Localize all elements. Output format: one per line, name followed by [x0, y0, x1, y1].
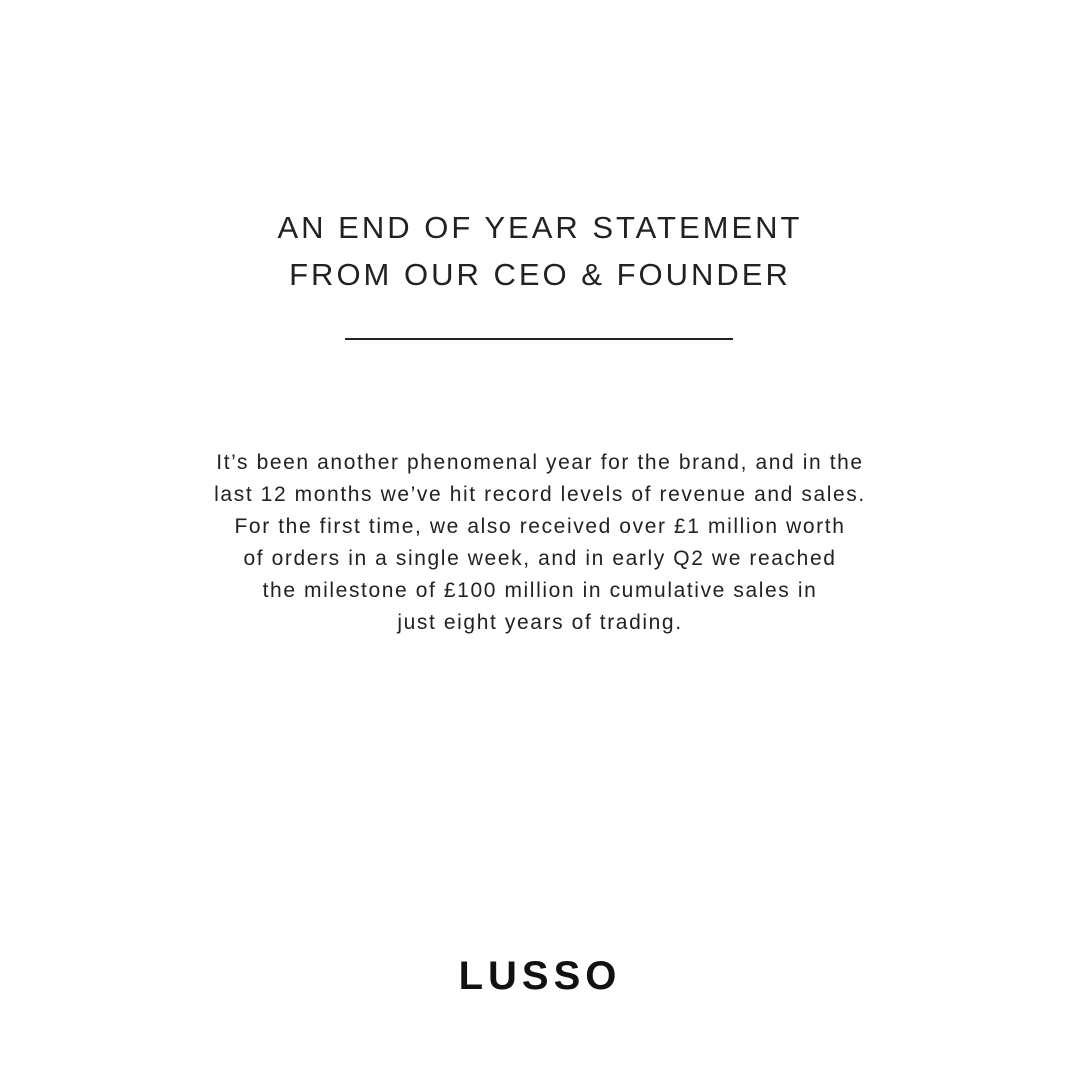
statement-body [0, 447, 1080, 639]
heading-line-2: FROM OUR CEO & FOUNDER [289, 257, 791, 292]
brand-logo: LUSSO [458, 954, 622, 998]
heading-line-1: AN END OF YEAR STATEMENT [277, 210, 803, 245]
statement-heading [0, 204, 1080, 298]
statement-line-3: For the first time, we also received over £1 million worth [234, 515, 846, 538]
statement-line-1: It’s been another phenomenal year for the brand, and in the [216, 451, 864, 474]
statement-line-5: the milestone of £100 million in cumulative sales in [262, 579, 818, 602]
statement-line-2: last 12 months we’ve hit record levels of revenue and sales. [214, 483, 866, 506]
statement-line-6: just eight years of trading. [397, 611, 683, 634]
statement-line-4: of orders in a single week, and in early Q2 we reached [243, 547, 837, 570]
divider-line [345, 338, 733, 340]
